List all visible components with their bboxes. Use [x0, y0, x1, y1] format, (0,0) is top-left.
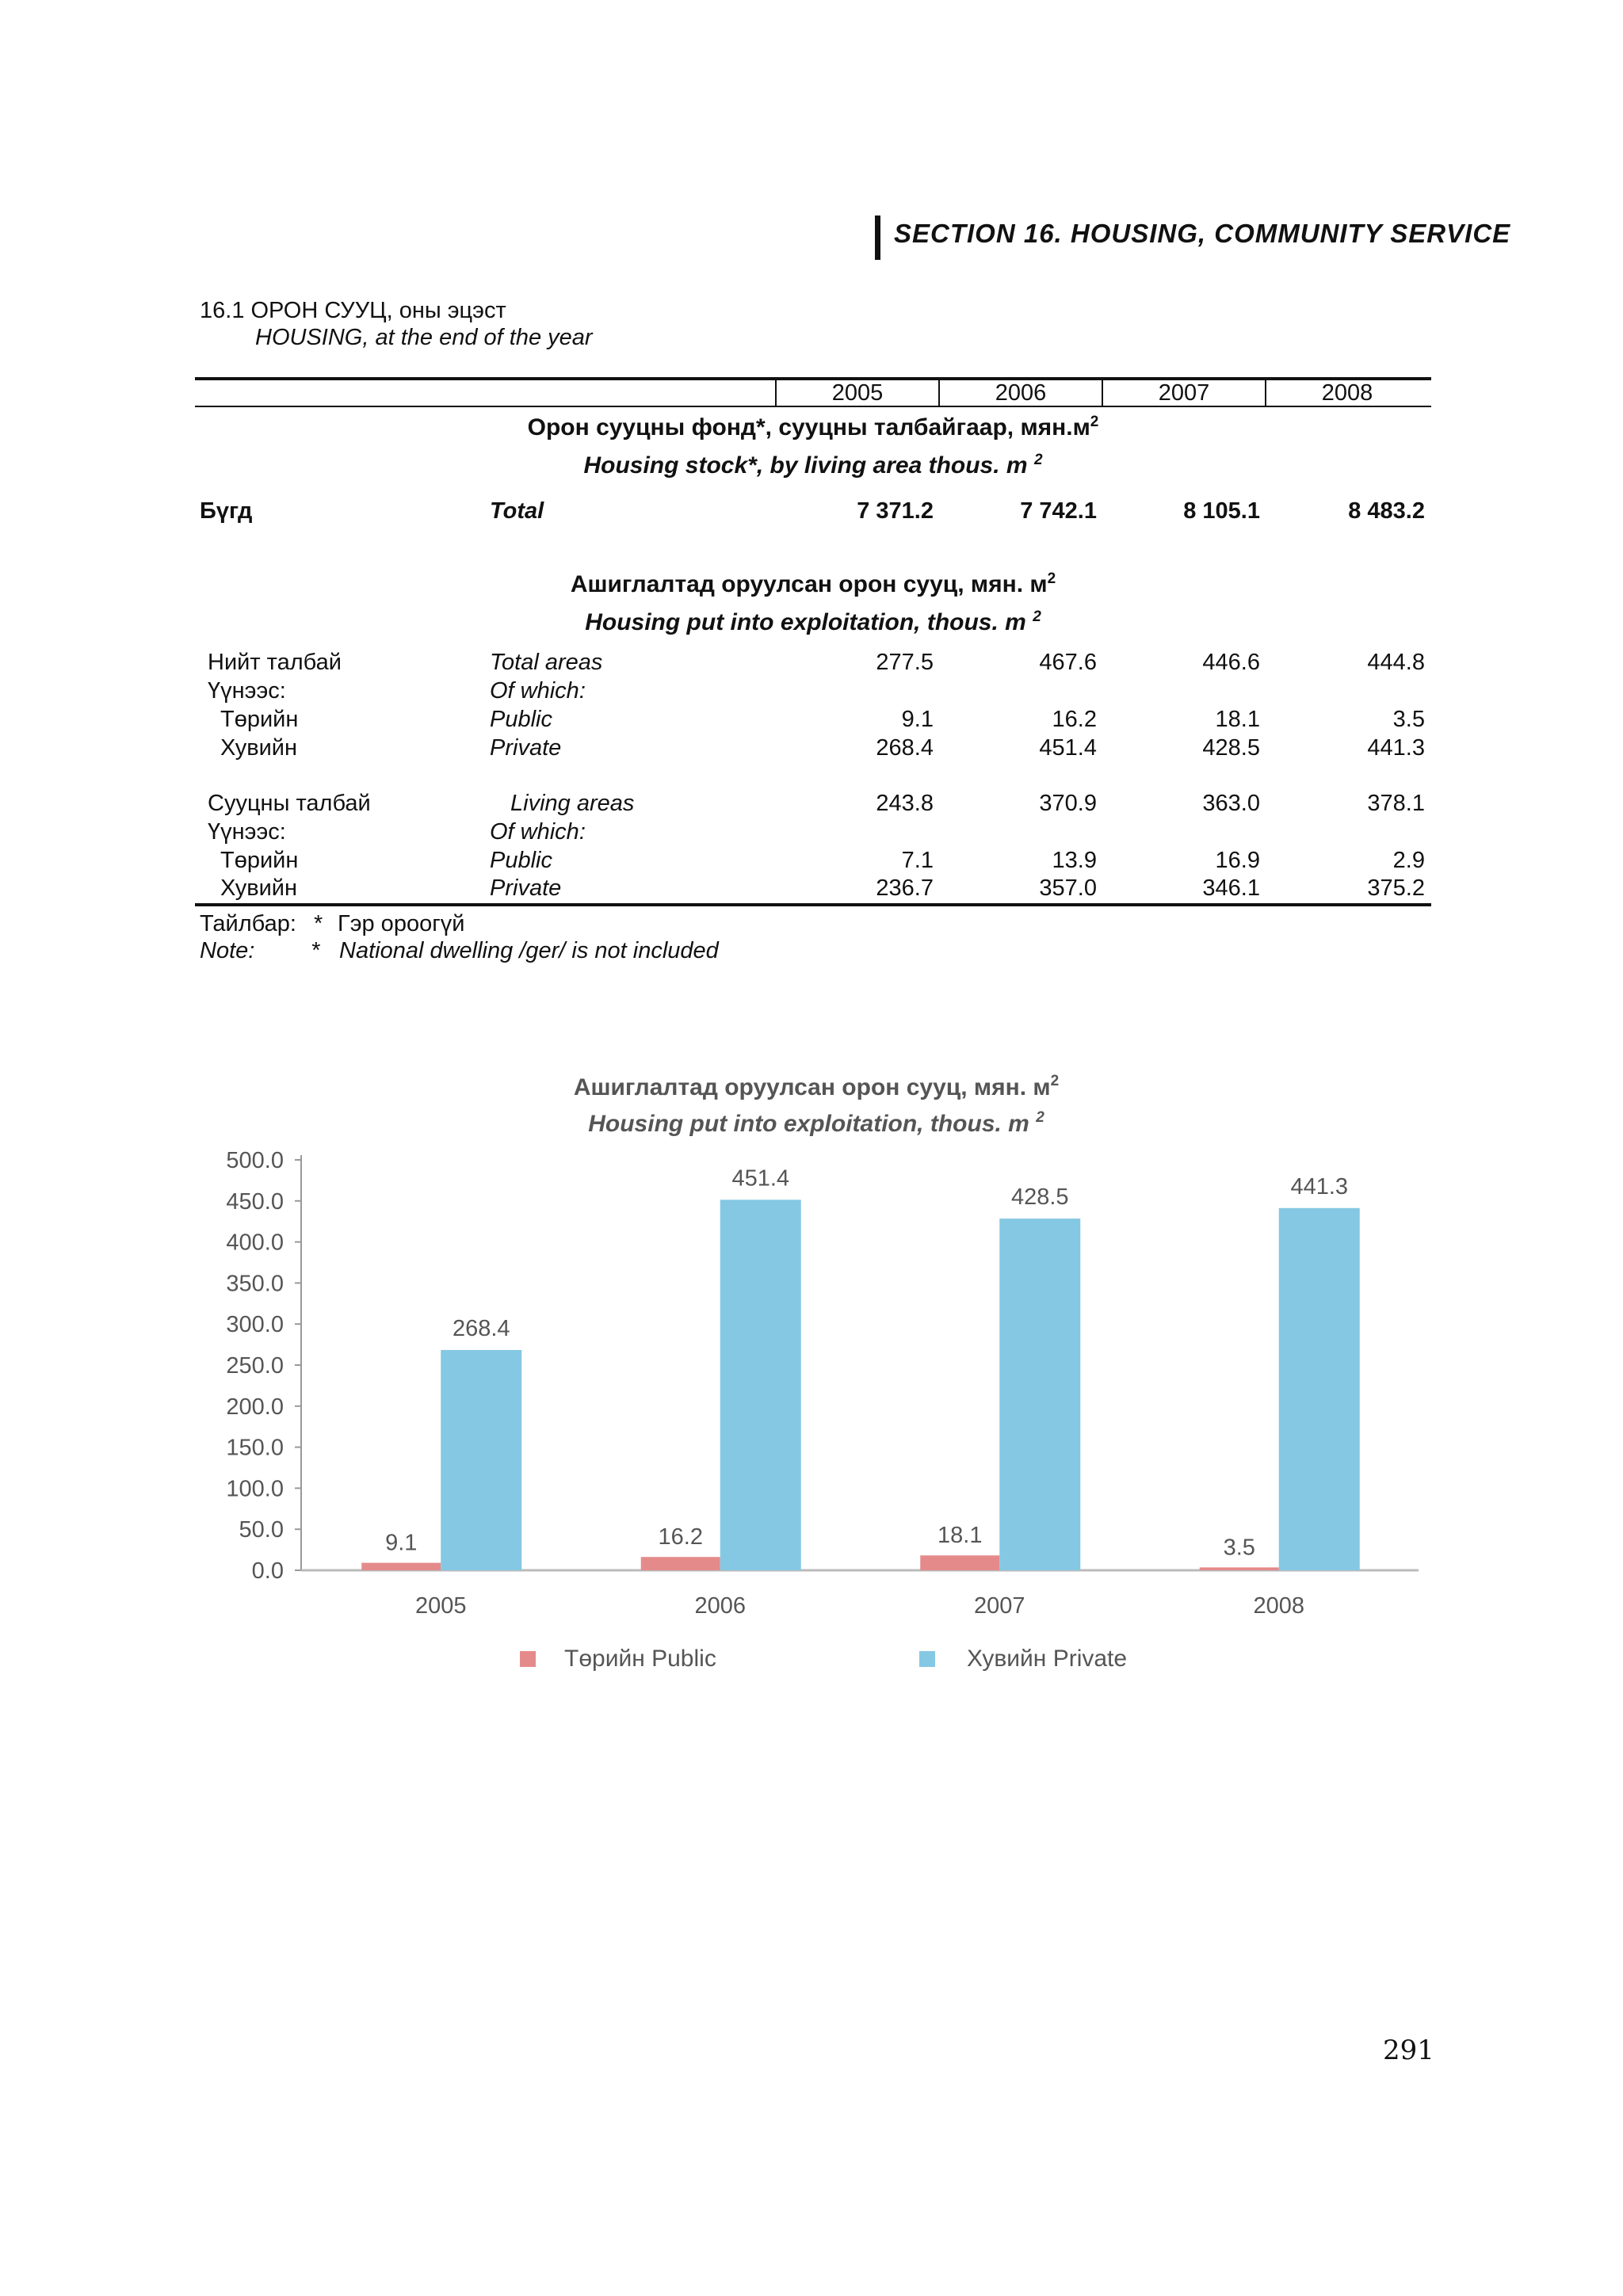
y-tick-label: 0.0: [251, 1558, 284, 1584]
row-label-mn: Хувийн: [220, 735, 298, 761]
row-label-en: Total: [490, 498, 544, 524]
note-label-mn: Тайлбар:: [200, 911, 296, 936]
page-number: 291: [1383, 2035, 1434, 2066]
cell-value: 2.9: [1392, 848, 1425, 873]
header-divider: [775, 380, 777, 406]
cell-value: 375.2: [1367, 875, 1425, 901]
housing-chart: [0, 1054, 1623, 1695]
year-header: 2007: [1158, 380, 1210, 406]
section-heading-exploitation-en: Housing put into exploitation, thous. m $^2$: [585, 608, 1041, 635]
bar-public: [641, 1557, 720, 1570]
data-label-private: 428.5: [1010, 1184, 1069, 1211]
cell-value: 8 105.1: [1183, 498, 1260, 524]
chart-subtitle: Housing put into exploitation, thous. m $^2$: [588, 1109, 1044, 1137]
cell-value: 277.5: [876, 650, 934, 675]
row-label-en: Public: [490, 848, 552, 873]
bar-public: [1200, 1567, 1279, 1570]
cell-value: 9.1: [901, 707, 934, 732]
row-label-en: Public: [490, 707, 552, 732]
y-tick-label: 100.0: [226, 1476, 284, 1502]
row-label-mn: Сууцны талбай: [208, 791, 371, 816]
bar-public: [920, 1555, 999, 1570]
y-tick-label: 500.0: [226, 1148, 284, 1173]
row-label-mn: Төрийн: [220, 707, 299, 732]
cell-value: 467.6: [1039, 650, 1097, 675]
row-label-mn: Үүнээс:: [208, 678, 286, 704]
y-tick-label: 150.0: [226, 1435, 284, 1461]
table-caption-en: HOUSING, at the end of the year: [255, 325, 593, 350]
cell-value: 8 483.2: [1348, 498, 1425, 524]
bar-private: [720, 1199, 801, 1570]
header-divider: [1265, 380, 1266, 406]
section-heading-exploitation-mn: Ашиглалтад оруулсан орон сууц, мян. $м^2$: [570, 570, 1056, 597]
cell-value: 346.1: [1202, 875, 1260, 901]
year-header: 2005: [831, 380, 884, 406]
cell-value: 16.9: [1215, 848, 1260, 873]
bar-private: [1279, 1208, 1360, 1570]
legend-swatch-private: [919, 1651, 935, 1667]
bar-public: [361, 1563, 441, 1570]
cell-value: 16.2: [1052, 707, 1097, 732]
chart-title: Ашиглалтад оруулсан орон сууц, мян. $м^2$: [573, 1073, 1060, 1100]
y-tick-label: 250.0: [226, 1353, 284, 1379]
table-caption-mn: 16.1 ОРОН СУУЦ, оны эцэст: [200, 298, 506, 323]
cell-value: 357.0: [1039, 875, 1097, 901]
data-label-public: 16.2: [658, 1524, 703, 1550]
cell-value: 363.0: [1202, 791, 1260, 816]
section-title: SECTION 16. HOUSING, COMMUNITY SERVICE: [894, 219, 1511, 248]
y-tick-label: 450.0: [226, 1188, 284, 1215]
cell-value: 7 371.2: [857, 498, 934, 524]
section-heading-housing-stock-mn: Орон сууцны фонд*, сууцны талбайгаар, $мян.м^2$: [527, 414, 1099, 441]
note-star: *: [314, 911, 323, 936]
cell-value: 7.1: [901, 848, 934, 873]
cell-value: 378.1: [1367, 791, 1425, 816]
note-text-en: National dwelling /ger/ is not included: [339, 938, 719, 963]
cell-value: 243.8: [876, 791, 934, 816]
row-label-mn: Үүнээс:: [208, 819, 286, 845]
table-bottom-rule: [195, 903, 1431, 906]
y-tick-label: 200.0: [226, 1394, 284, 1420]
cell-value: 428.5: [1202, 735, 1260, 761]
year-header: 2006: [995, 380, 1047, 406]
legend-label-private: Хувийн Private: [967, 1646, 1128, 1672]
y-tick-label: 400.0: [226, 1230, 284, 1256]
header-divider: [938, 380, 940, 406]
data-label-public: 9.1: [385, 1530, 418, 1556]
bar-private: [999, 1219, 1080, 1570]
note-label-en: Note:: [200, 938, 255, 963]
x-tick-label: 2007: [973, 1593, 1025, 1619]
section-marker-bar: [875, 215, 880, 260]
header-divider: [1102, 380, 1103, 406]
cell-value: 441.3: [1367, 735, 1425, 761]
cell-value: 18.1: [1215, 707, 1260, 732]
chart-svg: [0, 1054, 1623, 1695]
data-label-public: 3.5: [1223, 1535, 1255, 1561]
row-label-mn: Хувийн: [220, 875, 298, 901]
cell-value: 3.5: [1392, 707, 1425, 732]
data-label-private: 441.3: [1290, 1173, 1349, 1199]
cell-value: 370.9: [1039, 791, 1097, 816]
y-tick-label: 50.0: [239, 1517, 284, 1543]
data-label-public: 18.1: [938, 1523, 983, 1549]
year-header: 2008: [1321, 380, 1373, 406]
cell-value: 268.4: [876, 735, 934, 761]
cell-value: 446.6: [1202, 650, 1260, 675]
note-star: *: [311, 938, 320, 963]
row-label-mn: Төрийн: [220, 848, 299, 873]
cell-value: 13.9: [1052, 848, 1097, 873]
cell-value: 444.8: [1367, 650, 1425, 675]
y-tick-label: 300.0: [226, 1312, 284, 1338]
row-label-en: Living areas: [510, 791, 635, 816]
row-label-mn: Нийт талбай: [208, 650, 342, 675]
row-label-en: Private: [490, 875, 562, 901]
bar-private: [441, 1350, 521, 1570]
section-heading-housing-stock-en: Housing stock*, by living area thous. m $^2$: [583, 452, 1043, 479]
row-label-en: Of which:: [490, 678, 586, 704]
y-tick-label: 350.0: [226, 1271, 284, 1297]
legend-swatch-public: [520, 1651, 536, 1667]
x-tick-label: 2006: [694, 1593, 747, 1619]
data-label-private: 268.4: [452, 1315, 510, 1341]
legend-label-public: Төрийн Public: [564, 1646, 716, 1672]
note-text-mn: Гэр ороогүй: [338, 911, 465, 936]
x-tick-label: 2005: [414, 1593, 467, 1619]
cell-value: 451.4: [1039, 735, 1097, 761]
data-label-private: 451.4: [731, 1165, 790, 1192]
row-label-mn: Бүгд: [200, 498, 253, 524]
row-label-en: Total areas: [490, 650, 603, 675]
cell-value: 7 742.1: [1020, 498, 1097, 524]
x-tick-label: 2008: [1253, 1593, 1305, 1619]
cell-value: 236.7: [876, 875, 934, 901]
row-label-en: Private: [490, 735, 562, 761]
row-label-en: Of which:: [490, 819, 586, 845]
